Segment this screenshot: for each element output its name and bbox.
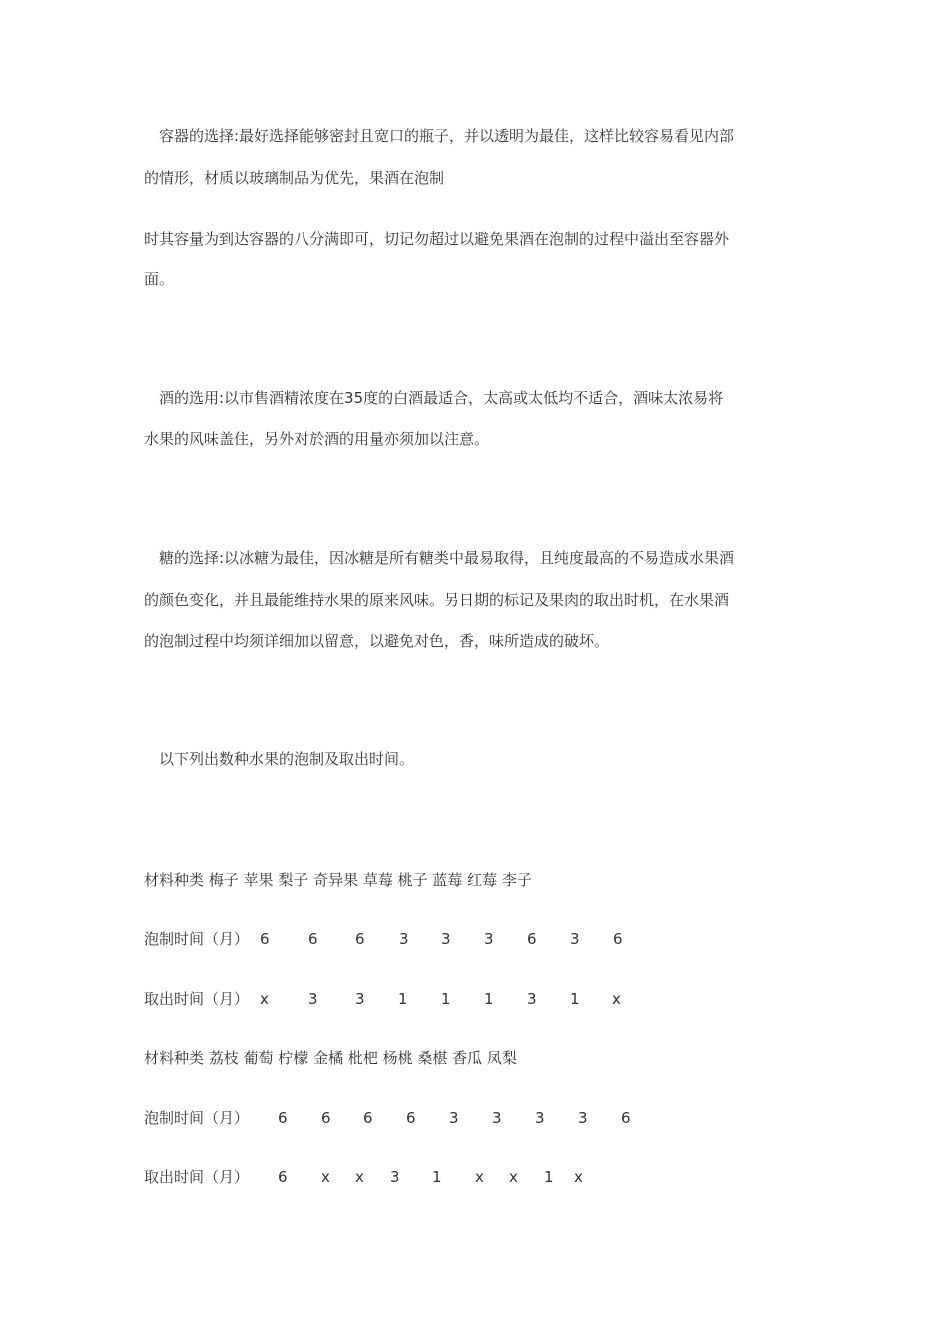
paragraph-sugar-line: 糖的选择:以冰糖为最佳，因冰糖是所有糖类中最易取得，且纯度最高的不易造成水果酒: [144, 549, 735, 567]
table2-remove-value: 1: [432, 1168, 442, 1186]
table1-soak-row: [144, 929, 664, 949]
table2-remove-value: 1: [544, 1168, 554, 1186]
table1-remove-value: x: [260, 990, 269, 1008]
table1-soak-value: 6: [260, 930, 270, 948]
table2-soak-label: 泡制时间（月）: [144, 1109, 250, 1127]
paragraph-intro-line: 以下列出数种水果的泡制及取出时间。: [144, 750, 415, 768]
table2-soak-value: 6: [406, 1109, 416, 1127]
table2-remove-value: x: [475, 1168, 484, 1186]
table2-remove-value: 3: [390, 1168, 400, 1186]
table1-soak-value: 3: [484, 930, 494, 948]
paragraph-container-line: 容器的选择:最好选择能够密封且宽口的瓶子，并以透明为最佳，这样比较容易看见内部: [144, 127, 735, 145]
table1-soak-value: 6: [355, 930, 365, 948]
table1-soak-value: 3: [399, 930, 409, 948]
table2-soak-value: 6: [278, 1109, 288, 1127]
table1-soak-label: 泡制时间（月）: [144, 930, 250, 948]
table1-remove-value: 1: [441, 990, 451, 1008]
table1-remove-value: 1: [484, 990, 494, 1008]
table1-remove-value: 3: [355, 990, 365, 1008]
table1-soak-value: 6: [527, 930, 537, 948]
table2-soak-value: 6: [621, 1109, 631, 1127]
table2-soak-value: 6: [321, 1109, 331, 1127]
paragraph-sugar-line: 的颜色变化，并且最能维持水果的原来风味。另日期的标记及果肉的取出时机，在水果酒: [144, 591, 730, 609]
table2-header-row: 材料种类 荔枝 葡萄 柠檬 金橘 枇杷 杨桃 桑椹 香瓜 凤梨: [144, 1049, 517, 1067]
table2-soak-value: 3: [449, 1109, 459, 1127]
table1-remove-value: 3: [308, 990, 318, 1008]
table1-soak-value: 6: [308, 930, 318, 948]
table1-soak-value: 6: [613, 930, 623, 948]
paragraph-liquor-line: 水果的风味盖住，另外对於酒的用量亦须加以注意。: [144, 430, 490, 448]
table1-remove-value: x: [612, 990, 621, 1008]
table2-remove-row: [144, 1167, 664, 1187]
table1-remove-value: 1: [398, 990, 408, 1008]
table1-remove-label: 取出时间（月）: [144, 990, 250, 1008]
table2-remove-value: x: [509, 1168, 518, 1186]
table1-remove-value: 3: [527, 990, 537, 1008]
paragraph-liquor-line: 酒的选用:以市售酒精浓度在35度的白酒最适合，太高或太低均不适合，酒味太浓易将: [144, 389, 724, 407]
table1-soak-value: 3: [570, 930, 580, 948]
paragraph-container-line: 的情形，材质以玻璃制品为优先，果酒在泡制: [144, 169, 445, 187]
table2-remove-value: 6: [278, 1168, 288, 1186]
paragraph-container-line: 面。: [144, 270, 175, 288]
table1-remove-row: [144, 989, 664, 1009]
table2-soak-value: 3: [578, 1109, 588, 1127]
table2-remove-value: x: [355, 1168, 364, 1186]
table2-remove-value: x: [574, 1168, 583, 1186]
table1-soak-value: 3: [441, 930, 451, 948]
paragraph-sugar-line: 的泡制过程中均须详细加以留意，以避免对色，香，味所造成的破坏。: [144, 632, 610, 650]
table2-soak-row: [144, 1108, 664, 1128]
table1-header-row: 材料种类 梅子 苹果 梨子 奇异果 草莓 桃子 蓝莓 红莓 李子: [144, 871, 532, 889]
table2-soak-value: 6: [363, 1109, 373, 1127]
table1-remove-value: 1: [570, 990, 580, 1008]
table2-soak-value: 3: [535, 1109, 545, 1127]
table2-remove-label: 取出时间（月）: [144, 1168, 250, 1186]
paragraph-container-line: 时其容量为到达容器的八分满即可，切记勿超过以避免果酒在泡制的过程中溢出至容器外: [144, 230, 730, 248]
table2-remove-value: x: [321, 1168, 330, 1186]
table2-soak-value: 3: [492, 1109, 502, 1127]
